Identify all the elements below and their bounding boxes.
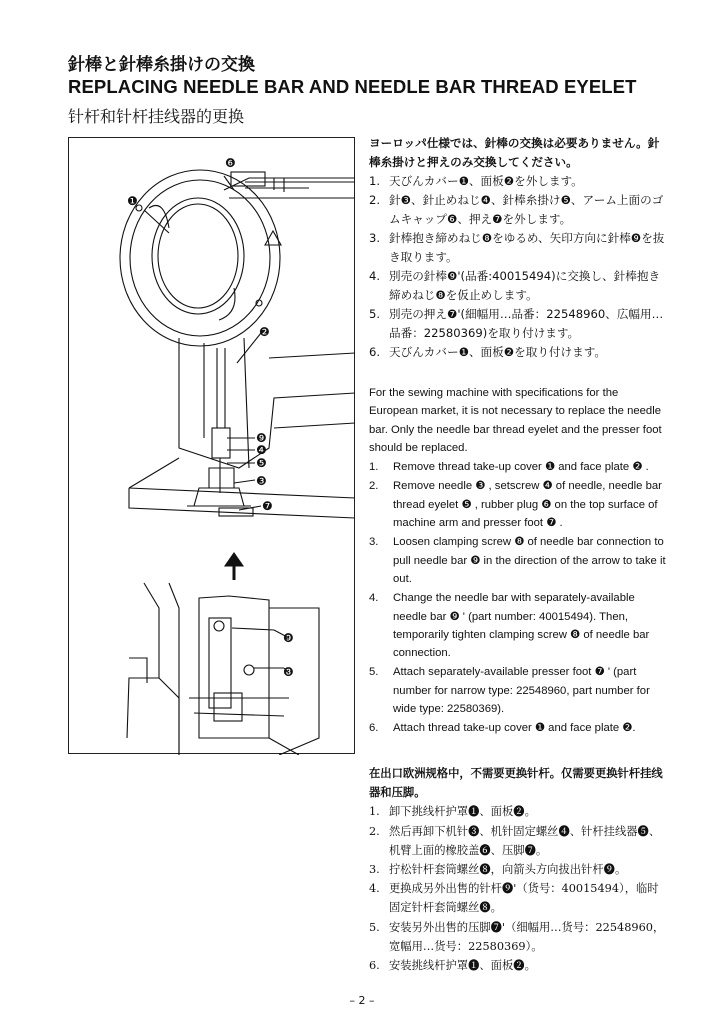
callout-label: ❸ [256,474,267,488]
step-number: 1. [369,461,379,474]
step-text: Attach separately-available presser foot ❼ ' (part number for narrow type: 22548960, part number for wide type: 22580369). [393,666,650,716]
list-item [369,879,669,917]
list-item [369,229,669,267]
step-number: 2. [369,193,381,207]
step-number: 2. [369,480,379,493]
step-text: 別売の針棒❾'(品番:40015494)に交換し、針棒抱き締めねじ❽を仮止めします。 [389,269,661,302]
callout-label: ❾ [256,431,267,445]
step-text: 更换成另外出售的针杆❾'（货号：40015494），临时固定针杆套筒螺丝❽。 [389,882,659,915]
chinese-intro: 在出口欧洲规格中，不需要更换针杆。仅需要更换针杆挂线器和压脚。 [369,767,663,800]
step-number: 4. [369,882,380,896]
step-number: 3. [369,863,380,877]
step-number: 5. [369,920,380,934]
callout-label: ❺ [256,456,267,470]
callout-label: ❽ [283,665,294,679]
step-number: 4. [369,592,379,605]
callout-label: ❾ [283,631,294,645]
list-item [369,918,669,956]
step-text: 針棒抱き締めねじ❽をゆるめ、矢印方向に針棒❾を抜き取ります。 [389,231,665,264]
step-text: Change the needle bar with separately-available needle bar ❾ ' (part number: 40015494). Then, temporarily tighten clamping screw ❽ of needle bar connection. [393,592,650,660]
step-text: 天びんカバー❶、面板❷を外します。 [389,174,583,188]
step-number: 6. [369,722,379,735]
list-item [369,458,669,476]
list-item [369,305,669,343]
step-text: 然后再卸下机针❸、机针固定螺丝❹、针杆挂线器❺、机臂上面的橡胶盖❻、压脚❼。 [389,824,661,857]
step-number: 6. [369,345,381,359]
step-text: Remove needle ❸ , setscrew ❹ of needle, needle bar thread eyelet ❺ , rubber plug ❻ on the top surface of machine arm and presser foot ❼ . [393,480,662,530]
list-item [369,663,669,718]
step-number: 5. [369,307,381,321]
japanese-intro: ヨーロッパ仕様では、針棒の交換は必要ありません。針棒糸掛けと押えのみ交換してください。 [369,136,660,169]
callout-label: ❹ [256,443,267,457]
page-number: – 2 – [349,994,375,1007]
step-text: Remove thread take-up cover ❶ and face plate ❷ . [393,461,649,474]
callout-label: ❷ [259,325,270,339]
illustration-frame [68,137,355,754]
step-number: 1. [369,174,381,188]
title-chinese: 针杆和针杆挂线器的更换 [68,107,245,126]
list-item [369,860,669,879]
list-item [369,343,669,362]
step-number: 5. [369,666,379,679]
step-text: 別売の押え❼'(細幅用…品番：22548960、広幅用…品番：22580369)を取り付けます。 [389,307,664,340]
step-text: 天びんカバー❶、面板❷を取り付けます。 [389,345,606,359]
list-item [369,191,669,229]
step-number: 4. [369,269,381,283]
english-intro: For the sewing machine with specifications for the European market, it is not necessary to replace the needle bar. Only the needle bar thread eyelet and the presser foot should be replaced. [369,387,662,454]
list-item [369,477,669,532]
step-text: 拧松针杆套筒螺丝❽，向箭头方向拔出针杆❾。 [389,863,627,877]
list-item [369,956,669,975]
japanese-instructions [369,134,669,362]
chinese-instructions [369,764,669,975]
step-text: 卸下挑线杆护罩❶、面板❷。 [389,805,536,819]
step-text: 安装挑线杆护罩❶、面板❷。 [389,959,536,973]
callout-label: ❼ [262,499,273,513]
step-number: 3. [369,231,381,245]
step-text: Attach thread take-up cover ❶ and face plate ❷. [393,722,636,735]
list-item [369,267,669,305]
english-instructions [369,384,669,738]
list-item [369,589,669,662]
step-text: 安装另外出售的压脚❼'（细幅用…货号：22548960，宽幅用…货号：22580369）。 [389,920,665,953]
callout-label: ❻ [225,156,236,170]
step-number: 1. [369,805,380,819]
step-number: 6. [369,959,380,973]
list-item [369,719,669,737]
machine-illustration [69,138,356,755]
list-item [369,822,669,860]
step-number: 3. [369,536,379,549]
step-text: Loosen clamping screw ❽ of needle bar connection to pull needle bar ❾ in the direction of the arrow to take it out. [393,536,666,585]
step-number: 2. [369,824,380,838]
list-item [369,802,669,821]
list-item [369,533,669,588]
callout-label: ❶ [127,194,138,208]
title-japanese: 針棒と針棒糸掛けの交換 [68,55,255,75]
step-text: 針❸、針止めねじ❹、針棒糸掛け❺、アーム上面のゴムキャップ❻、押え❼を外します。 [389,193,664,226]
list-item [369,172,669,191]
title-english: REPLACING NEEDLE BAR AND NEEDLE BAR THREAD EYELET [68,76,637,97]
